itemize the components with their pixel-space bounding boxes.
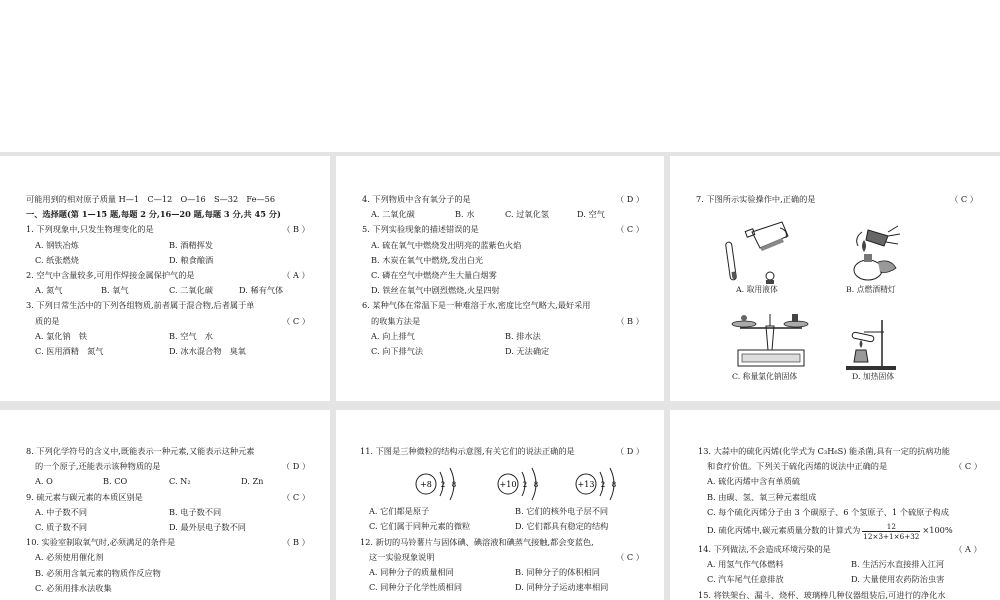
option-a: A. 氮气 xyxy=(35,285,63,296)
option-d: D. 大量使用农药防治虫害 xyxy=(851,574,945,585)
option-a: A. 必须使用催化剂 xyxy=(35,552,104,563)
question-6: 6. 某种气体在常温下是一种难溶于水,密度比空气略大,最好采用 xyxy=(362,300,591,311)
question-4: 4. 下列物质中含有氧分子的是 （ D ） xyxy=(362,192,658,207)
option-b: B. 氧气 xyxy=(101,285,129,296)
options xyxy=(698,572,996,587)
figure-label-d: D. 加热固体 xyxy=(852,372,895,381)
answer: （ C ） xyxy=(282,491,310,502)
question-11: 11. 下图是三种微粒的结构示意图,有关它们的说法正确的是 （ D ） xyxy=(360,444,658,459)
section-title: 一、选择题(第 1—15 题,每题 2 分,16—20 题,每题 3 分,共 45 分) xyxy=(26,209,281,220)
options xyxy=(26,505,324,520)
options xyxy=(360,504,658,519)
option-d: D. 铁丝在氧气中剧烈燃烧,火星四射 xyxy=(371,285,500,296)
option-c: C. 它们属于同种元素的微粒 xyxy=(369,521,471,532)
question-7: 7. 下图所示实验操作中,正确的是 （ C ） xyxy=(696,192,992,207)
answer: （ A ） xyxy=(282,270,310,281)
option-c: C. 纸张燃烧 xyxy=(35,254,79,265)
option-a: A. 中子数不同 xyxy=(35,506,88,517)
option-b: B. 电子数不同 xyxy=(169,506,222,517)
options xyxy=(26,344,324,359)
heating-figure xyxy=(842,318,902,372)
shell-2-count: 8 xyxy=(611,481,617,489)
option-b: B. 必须用含氧元素的物质作反应物 xyxy=(35,567,161,578)
option-a: A. O xyxy=(35,476,53,487)
column-divider xyxy=(664,410,670,600)
answer: （ C ） xyxy=(950,194,978,204)
options xyxy=(26,520,324,535)
option-d: D. 无法确定 xyxy=(505,346,550,357)
option-b: B. 排水法 xyxy=(505,330,541,341)
nucleus-label: +13 xyxy=(577,480,595,489)
option-b: B. 酒精挥发 xyxy=(169,239,213,250)
option-c: C. 向下排气法 xyxy=(371,346,424,357)
nucleus-label: +8 xyxy=(420,480,432,489)
options xyxy=(26,238,324,253)
panel-questions-11-12: 11. 下图是三种微粒的结构示意图,有关它们的说法正确的是 （ D ） A. 它们都是原子 B. 它们的核外电子层不同 C. 它们属于同种元素的微粒 D. 它们都具有稳定的结构 12. 新切的马铃薯片与固体碘、碘溶液和碘蒸气接触,都会变蓝色, 这一实验现象说明 （ C ） A. 同种分子的质量相同 B. 同种分子的体积相同 C. 同种分子化学性质相同 D. 同种分子运动速率相同 xyxy=(360,444,658,595)
question-3: 3. 下列日常生活中的下列各组物质,前者属于混合物,后者属于单 xyxy=(26,300,255,311)
option-c: C. 汽车尾气任意排放 xyxy=(707,574,784,585)
atom-3 xyxy=(576,468,616,500)
pour-liquid-figure xyxy=(722,214,792,286)
options xyxy=(26,253,324,268)
answer: （ C ） xyxy=(616,551,644,562)
answer: （ B ） xyxy=(616,315,644,326)
option-a: A. 硫化丙烯中含有单质硫 xyxy=(707,476,800,487)
answer: （ D ） xyxy=(281,461,311,472)
option-b: B. CO xyxy=(103,476,128,487)
option-b: B. 它们的核外电子层不同 xyxy=(515,506,609,517)
option-a: A. 同种分子的质量相同 xyxy=(369,567,454,578)
options xyxy=(26,329,324,344)
shell-2-count: 8 xyxy=(451,481,457,489)
figure-label-b: B. 点燃酒精灯 xyxy=(846,285,896,294)
option-a: A. 氯化钠 铁 xyxy=(35,330,88,341)
panel-questions-13-15: 13. 大蒜中的硫化丙烯(化学式为 C₃H₆S) 能杀菌,具有一定的抗病功能 和食疗价值。下列关于硫化丙烯的说法中正确的是 （ C ） A. 硫化丙烯中含有单质硫 B. 由碳、氢、氧三种元素组成 C. 每个硫化丙烯分子由 3 个碳原子、6 个氢原子、1 个硫原子构成 D. 硫化丙烯中,碳元素质量分数的计算式为 $\frac{12}{12\times 3+1\times 6+32}$ ×100% 14. 下列做法,不会造成环境污染的是 （ A ） A. 用氢气作气体燃料 B. 生活污水直接排入江河 C. 汽车尾气任意排放 D. 大量使用农药防治虫害 15. 将铁架台、漏斗、烧杯、玻璃棒几种仪器组装后,可进行的净化水 xyxy=(698,444,996,600)
atom-structure-diagrams xyxy=(410,462,640,506)
answer: （ C ） xyxy=(616,224,644,235)
answer: （ C ） xyxy=(282,315,310,326)
option-d: D. 同种分子运动速率相同 xyxy=(515,582,609,593)
balance-figure xyxy=(728,306,812,370)
question-2: 2. 空气中含量较多,可用作焊接金属保护气的是 （ A ） xyxy=(26,268,324,283)
option-a: A. 向上排气 xyxy=(371,330,415,341)
option-c: C. 二氧化碳 xyxy=(169,285,213,296)
option-a: A. 钢铁冶炼 xyxy=(35,239,79,250)
page-separator-middle xyxy=(0,401,1000,410)
panel-questions-1-3: 可能用到的相对原子质量 H—1 C—12 O—16 S—32 Fe—56 一、选择题(第 1—15 题,每题 2 分,16—20 题,每题 3 分,共 45 分) 1. 下列现象中,只发生物理变化的是 （ B ） A. 钢铁冶炼 B. 酒精挥发 C. 纸张燃烧 D. 粮食酿酒 2. 空气中含量较多,可用作焊接金属保护气的是 （ A ） A. 氮气 B. 氧气 C. 二氧化碳 D. 稀有气体 3. 下列日常生活中的下列各组物质,前者属于混合物,后者属于单 质的是 （ C ） A. 氯化钠 铁 B. 空气 水 C. 医用酒精 氮气 D. 冰水混合物 臭氧 xyxy=(26,192,324,359)
answer: （ B ） xyxy=(282,224,310,235)
question-9: 9. 硫元素与碳元素的本质区别是 （ C ） xyxy=(26,490,324,505)
option-b: B. 生活污水直接排入江河 xyxy=(851,559,945,570)
options xyxy=(362,344,658,359)
options xyxy=(362,329,658,344)
shell-1-count: 2 xyxy=(440,481,446,489)
atom-1 xyxy=(416,468,456,500)
question-15: 15. 将铁架台、漏斗、烧杯、玻璃棒几种仪器组装后,可进行的净化水 xyxy=(698,589,946,600)
figure-label-c: C. 称量氯化钠固体 xyxy=(732,372,798,381)
option-b: B. 木炭在氧气中燃烧,发出白光 xyxy=(371,254,484,265)
option-a: A. 它们都是原子 xyxy=(369,506,430,517)
option-c: C. 必须用排水法收集 xyxy=(35,582,112,593)
question-13: 13. 大蒜中的硫化丙烯(化学式为 C₃H₆S) 能杀菌,具有一定的抗病功能 xyxy=(698,446,950,456)
option-a: A. 硫在氧气中燃烧发出明亮的蓝紫色火焰 xyxy=(371,239,522,250)
figure-label-a: A. 取用液体 xyxy=(736,285,778,294)
option-b: B. 同种分子的体积相同 xyxy=(515,567,600,578)
panel-questions-8-10: 8. 下列化学符号的含义中,既能表示一种元素,又能表示这种元素 的一个原子,还能表示该种物质的是 （ D ） A. O B. CO C. N₂ D. Zn 9. 硫元素与碳元素的本质区别是 （ C ） A. 中子数不同 B. 电子数不同 C. 质子数不同 D. 最外层电子数不同 10. 实验室制取氧气时,必须满足的条件是 （ B ） A. 必须使用催化剂 B. 必须用含氧元素的物质作反应物 C. 必须用排水法收集 xyxy=(26,444,324,596)
answer: （ C ） xyxy=(954,461,982,472)
atomic-mass-note: 可能用到的相对原子质量 H—1 C—12 O—16 S—32 Fe—56 xyxy=(26,194,276,204)
options xyxy=(698,557,996,572)
option-d: D. 冰水混合物 臭氧 xyxy=(169,346,246,357)
answer: （ D ） xyxy=(615,194,645,204)
column-divider xyxy=(664,156,670,401)
question-14: 14. 下列做法,不会造成环境污染的是 （ A ） xyxy=(698,542,996,557)
option-d: D. Zn xyxy=(241,476,264,487)
shell-1-count: 2 xyxy=(600,481,606,489)
page-separator-top xyxy=(0,152,1000,156)
option-b: B. 由碳、氢、氧三种元素组成 xyxy=(707,491,817,502)
option-a: A. 二氧化碳 xyxy=(371,209,415,220)
answer: （ B ） xyxy=(282,537,310,548)
option-c: C. 过氧化氢 xyxy=(505,209,549,220)
option-c: C. 同种分子化学性质相同 xyxy=(369,582,463,593)
fraction-numerator: 12 xyxy=(886,521,896,531)
question-1: 1. 下列现象中,只发生物理变化的是 （ B ） xyxy=(26,222,324,237)
option-d: D. 它们都具有稳定的结构 xyxy=(515,521,609,532)
options xyxy=(362,207,658,222)
question-5: 5. 下列实验现象的描述错误的是 （ C ） xyxy=(362,222,658,237)
option-c: C. N₂ xyxy=(169,476,191,487)
option-c: C. 质子数不同 xyxy=(35,522,88,533)
column-divider xyxy=(330,410,336,600)
options xyxy=(360,580,658,595)
option-c: C. 磷在空气中燃烧产生大量白烟雾 xyxy=(371,270,497,281)
option-d: D. 硫化丙烯中,碳元素质量分数的计算式为 $\frac{12}{12\times 3+1\times 6+32}$ ×100% xyxy=(707,521,953,541)
options xyxy=(360,519,658,534)
options xyxy=(26,474,324,489)
panel-questions-4-6: 4. 下列物质中含有氧分子的是 （ D ） A. 二氧化碳 B. 水 C. 过氧化氢 D. 空气 5. 下列实验现象的描述错误的是 （ C ） A. 硫在氧气中燃烧发出明亮的蓝紫色火焰 B. 木炭在氧气中燃烧,发出白光 C. 磷在空气中燃烧产生大量白烟雾 D. 铁丝在氧气中剧烈燃烧,火星四射 6. 某种气体在常温下是一种难溶于水,密度比空气略大,最好采用 的收集方法是 （ B ） A. 向上排气 B. 排水法 C. 向下排气法 D. 无法确定 xyxy=(362,192,658,359)
answer: （ A ） xyxy=(954,544,982,555)
shell-1-count: 2 xyxy=(522,481,528,489)
mass-fraction xyxy=(862,522,920,541)
option-b: B. 空气 水 xyxy=(169,330,213,341)
nucleus-label: +10 xyxy=(499,480,517,489)
panel-question-7 xyxy=(696,192,992,207)
column-divider xyxy=(330,156,336,401)
atom-2 xyxy=(498,468,538,500)
question-8: 8. 下列化学符号的含义中,既能表示一种元素,又能表示这种元素 xyxy=(26,446,255,456)
answer: （ D ） xyxy=(615,446,645,456)
options xyxy=(26,283,324,298)
option-a: A. 用氢气作气体燃料 xyxy=(707,559,784,570)
options xyxy=(360,565,658,580)
question-10: 10. 实验室制取氧气时,必须满足的条件是 （ B ） xyxy=(26,535,324,550)
option-d: D. 空气 xyxy=(577,209,605,220)
light-lamp-figure xyxy=(844,222,908,284)
option-c: C. 每个硫化丙烯分子由 3 个碳原子、6 个氢原子、1 个硫原子构成 xyxy=(707,506,949,517)
option-c: C. 医用酒精 氮气 xyxy=(35,346,104,357)
option-b: B. 水 xyxy=(455,209,475,220)
fraction-denominator: 12×3+1×6+32 xyxy=(863,531,920,541)
option-d: D. 最外层电子数不同 xyxy=(169,522,246,533)
question-12: 12. 新切的马铃薯片与固体碘、碘溶液和碘蒸气接触,都会变蓝色, xyxy=(360,536,594,547)
option-d: D. 粮食酿酒 xyxy=(169,254,214,265)
shell-2-count: 8 xyxy=(533,481,539,489)
option-d: D. 稀有气体 xyxy=(239,285,284,296)
